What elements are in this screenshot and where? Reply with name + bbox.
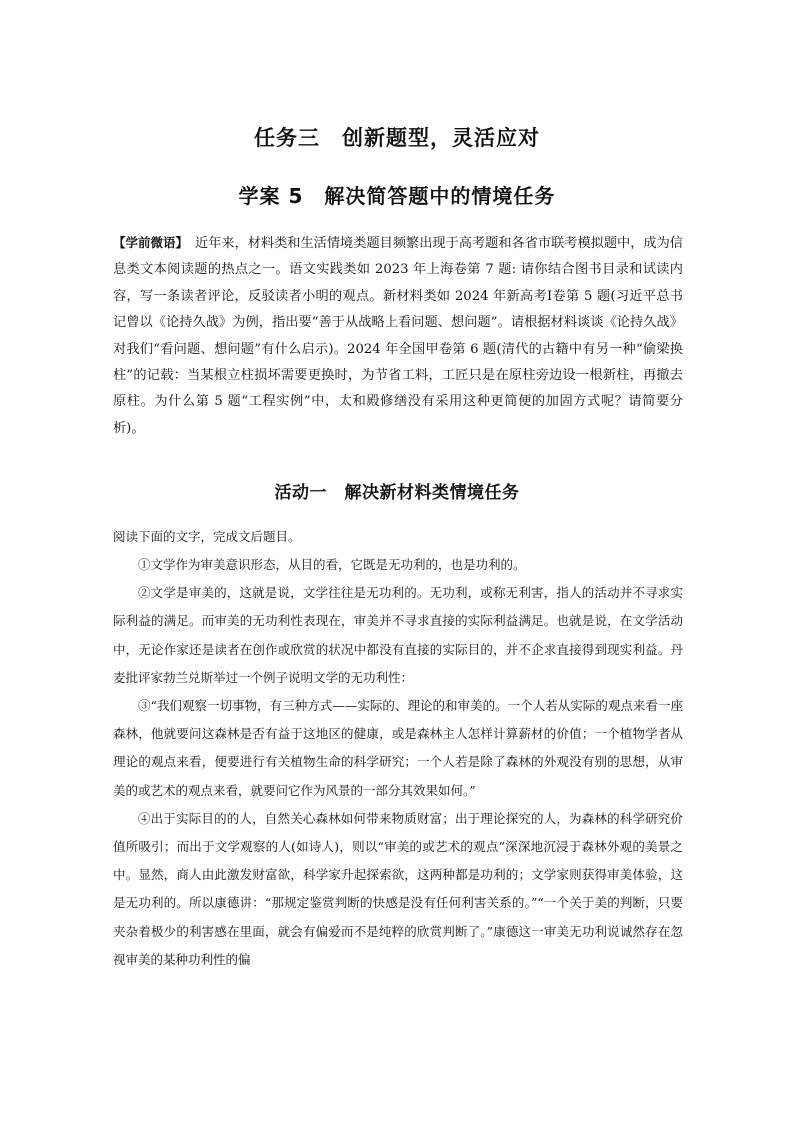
- reading-passage: [113, 551, 683, 974]
- reading-instruction: 阅读下面的文字，完成文后题目。: [113, 529, 301, 544]
- passage-paragraph-3: ③“我们观察一切事物，有三种方式——实际的、理论的和审美的。一个人若从实际的观点来看一座森林，他就要问这森林是否有益于这地区的健康，或是森林主人怎样计算薪材的价值；一个植物学者从理论的观点来看，便要进行有关植物生命的科学研究；一个人若是除了森林的外观没有别的思想，从审美的或艺术的观点来看，就要问它作为风景的一部分其效果如何。”: [113, 698, 683, 798]
- page-title: 任务三 创新题型，灵活应对: [254, 126, 540, 150]
- intro-section: [113, 230, 683, 442]
- passage-paragraph-1: ①文学作为审美意识形态，从目的看，它既是无功利的，也是功利的。: [138, 557, 526, 572]
- page-subtitle: 学案 5 解决简答题中的情境任务: [238, 184, 556, 208]
- passage-paragraph-4: ④出于实际目的的人，自然关心森林如何带来物质财富；出于理论探究的人，为森林的科学研究价值所吸引；而出于文学观察的人(如诗人)，则以“审美的或艺术的观点”深深地沉浸于森林外观的美景之中。显然，商人由此激发财富欲，科学家升起探索欲，这两种都是功利的；文学家则获得审美体验，这是无功利的。所以康德讲：“那规定鉴赏判断的快感是没有任何利害关系的。”“一个关于美的判断，只要夹杂着极少的利害感在里面，就会有偏爱而不是纯粹的欣赏判断了。”康德这一审美无功利说诚然存在忽视审美的某种功利性的偏: [113, 810, 683, 967]
- passage-paragraph-2: ②文学是审美的，这就是说，文学往往是无功利的。无功利，或称无利害，指人的活动并不寻求实际利益的满足。而审美的无功利性表现在，审美并不寻求直接的实际利益满足。也就是说，在文学活动中，无论作家还是读者在创作或欣赏的状况中都没有直接的实际目的，并不企求直接得到现实利益。丹麦批评家勃兰兑斯举过一个例子说明文学的无功利性：: [113, 585, 683, 685]
- intro-text: 近年来，材料类和生活情境类题目频繁出现于高考题和各省市联考模拟题中，成为信息类文本阅读题的热点之一。语文实践类如 2023 年上海卷第 7 题: 请你结合图书目录和试读内容，写一条读者评论，反驳读者小明的观点。新材料类如 2024 年新高考Ⅰ卷第 5 题(习近平总书记曾以《论持久战》为例，指出要“善于从战略上看问题、想问题”。请根据材料谈谈《论持久战》对我们“看问题、想问题”有什么启示)。2024 年全国甲卷第 6 题(清代的古籍中有另一种“偷梁换柱”的记载：当某根立柱损坏需要更换时，为节省工料，工匠只是在原柱旁边设一根新柱，再撤去原柱。为什么第 5 题“工程实例”中，太和殿修缮没有采用这种更简便的加固方式呢？请简要分析)。: [113, 236, 683, 436]
- activity-heading: 活动一 解决新材料类情境任务: [274, 483, 520, 503]
- intro-tag: 【学前微语】: [113, 235, 182, 250]
